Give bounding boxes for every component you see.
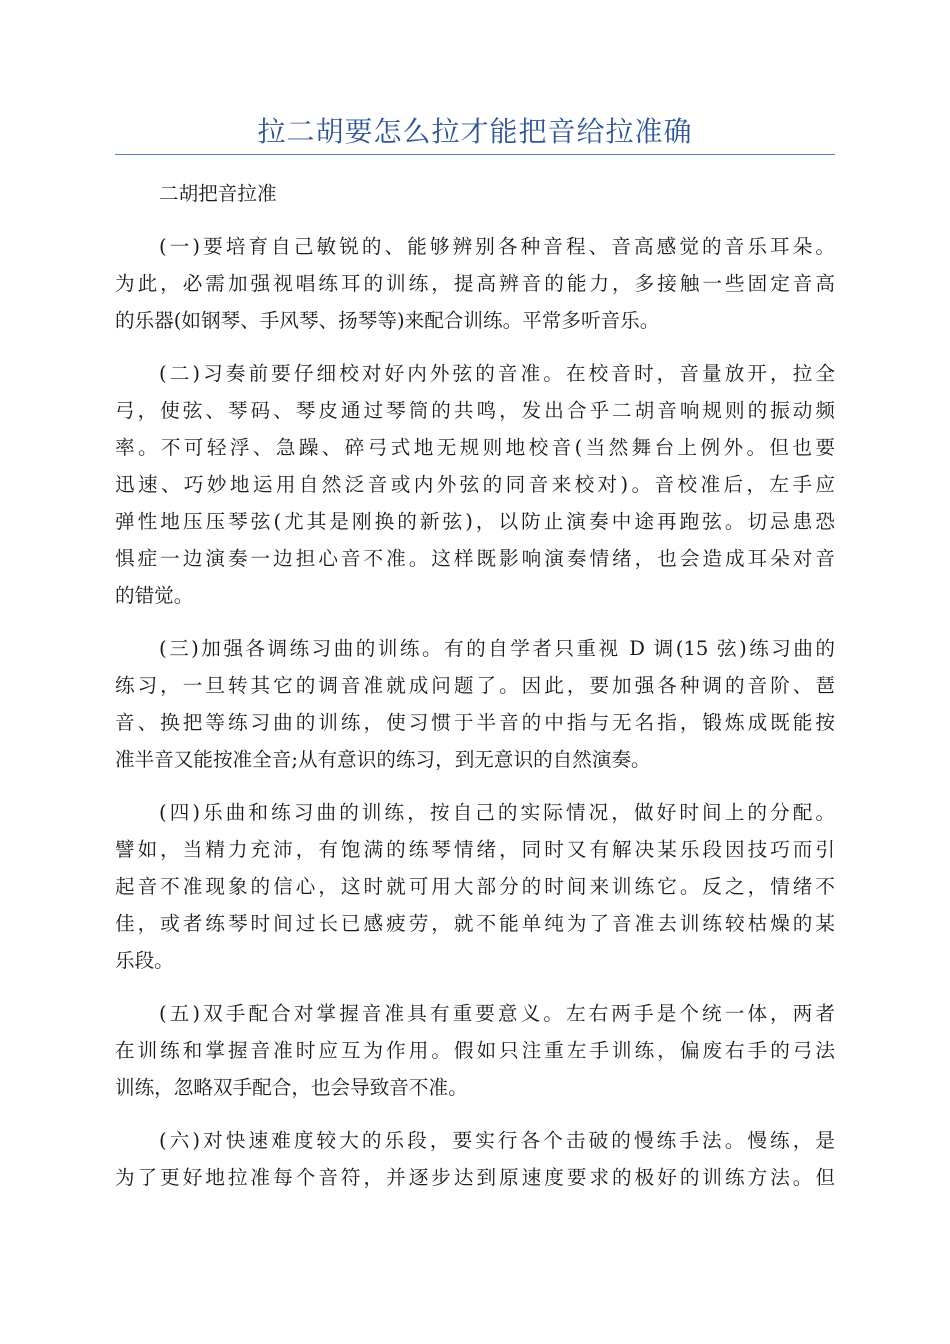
paragraph xyxy=(115,794,835,979)
paragraph-line: (五)双手配合对掌握音准具有重要意义。左右两手是个统一体，两者 xyxy=(159,1002,835,1025)
paragraph-line: (三)加强各调练习曲的训练。有的自学者只重视 D 调(15 弦)练习曲的 xyxy=(159,637,835,660)
paragraph-line: 佳，或者练琴时间过长已感疲劳，就不能单纯为了音准去训练较枯燥的某 xyxy=(115,912,835,935)
paragraph-line: (一)要培育自己敏锐的、能够辨别各种音程、音高感觉的音乐耳朵。 xyxy=(159,235,835,258)
paragraph-line: 的乐器(如钢琴、手风琴、扬琴等)来配合训练。平常多听音乐。 xyxy=(115,309,660,332)
paragraph-line: 弹性地压压琴弦(尤其是刚换的新弦)，以防止演奏中途再跑弦。切忌患恐 xyxy=(115,510,835,533)
paragraph xyxy=(115,355,835,614)
paragraph-line: 训练，忽略双手配合，也会导致音不准。 xyxy=(115,1076,468,1099)
paragraph-line: 在训练和掌握音准时应互为作用。假如只注重左手训练，偏废右手的弓法 xyxy=(115,1039,835,1062)
section-heading-text: 二胡把音拉准 xyxy=(159,182,277,205)
paragraph-line: 乐段。 xyxy=(115,949,174,972)
paragraph-line: (二)习奏前要仔细校对好内外弦的音准。在校音时，音量放开，拉全 xyxy=(159,362,835,385)
paragraph-line: 准半音又能按准全音;从有意识的练习，到无意识的自然演奏。 xyxy=(115,748,651,771)
paragraph-line: 迅速、巧妙地运用自然泛音或内外弦的同音来校对)。音校准后，左手应 xyxy=(115,473,835,496)
paragraph-line: 为此，必需加强视唱练耳的训练，提高辨音的能力，多接触一些固定音高 xyxy=(115,272,835,295)
paragraph-line: 譬如，当精力充沛，有饱满的练琴情绪，同时又有解决某乐段因技巧而引 xyxy=(115,838,835,861)
paragraph-line: 惧症一边演奏一边担心音不准。这样既影响演奏情绪，也会造成耳朵对音 xyxy=(115,547,835,570)
paragraph xyxy=(115,1122,835,1196)
paragraph xyxy=(115,228,835,339)
section-heading xyxy=(115,175,835,212)
paragraph-list xyxy=(115,228,835,1196)
title-underline xyxy=(115,154,835,155)
paragraph-line: 为了更好地拉准每个音符，并逐步达到原速度要求的极好的训练方法。但 xyxy=(115,1166,835,1189)
document-body xyxy=(115,175,835,1212)
paragraph-line: (六)对快速难度较大的乐段，要实行各个击破的慢练手法。慢练，是 xyxy=(159,1129,835,1152)
paragraph-line: 的错觉。 xyxy=(115,584,194,607)
paragraph-line: 起音不准现象的信心，这时就可用大部分的时间来训练它。反之，情绪不 xyxy=(115,875,835,898)
document-title: 拉二胡要怎么拉才能把音给拉准确 xyxy=(257,115,693,148)
paragraph-line: 音、换把等练习曲的训练，使习惯于半音的中指与无名指，锻炼成既能按 xyxy=(115,711,835,734)
paragraph-line: 练习，一旦转其它的调音准就成问题了。因此，要加强各种调的音阶、琶 xyxy=(115,674,835,697)
paragraph-line: 率。不可轻浮、急躁、碎弓式地无规则地校音(当然舞台上例外。但也要 xyxy=(115,436,835,459)
paragraph xyxy=(115,995,835,1106)
paragraph-line: 弓，使弦、琴码、琴皮通过琴筒的共鸣，发出合乎二胡音响规则的振动频 xyxy=(115,399,835,422)
paragraph xyxy=(115,630,835,778)
paragraph-line: (四)乐曲和练习曲的训练，按自己的实际情况，做好时间上的分配。 xyxy=(159,801,835,824)
